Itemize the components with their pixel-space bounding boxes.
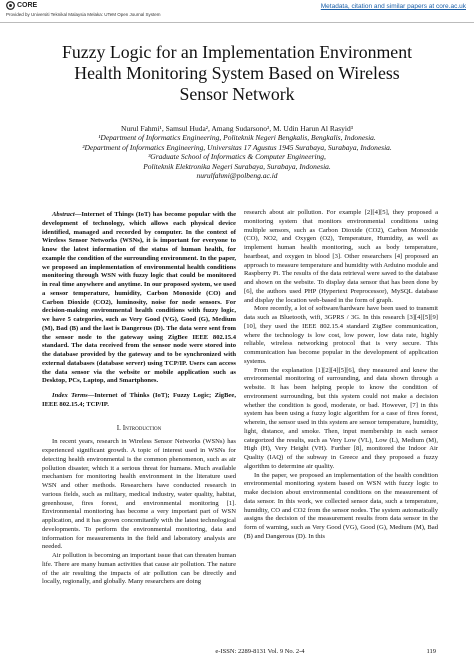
abstract-label: Abstract	[52, 211, 75, 218]
index-terms	[42, 392, 236, 410]
core-logo-text: CORE	[17, 2, 38, 9]
body-paragraph: research about air pollution. For example [2][4][5], they proposed a monitoring system that monitors environmental conditions using multiple sensors, such as Carbon Dioxide (CO2), Carbon Monoxide (CO), NO2, and Oxygen (O2), Temperature, Humidity, as well as implement human health monitoring, such as body temperature, heartbeat, and oxygen in blood [3]. Other researchers [4] proposed an approach to measure temperature and humidity with Arduino module and Raspberry Pi. The results of the data retrieval were saved to the database and shown on the website. To display data sensor that has been done by [6], the authors used PHP (Hypertext Preprocessor), MySQL database and display the location web-based in the form of graph.	[244, 209, 438, 304]
affiliation-line: Politeknik Elektronika Negeri Surabaya, Surabaya, Indonesia.	[143, 161, 331, 171]
core-provided-by: Provided by Universiti Teknikal Malaysia Melaka: UTeM Open Journal System	[6, 12, 161, 17]
core-logo-icon	[6, 1, 15, 10]
footer-issn: e-ISSN: 2289-8131 Vol. 9 No. 2-4	[215, 648, 305, 655]
abstract	[42, 211, 236, 386]
affiliation-line: ¹Department of Informatics Engineering, Politeknik Negeri Bengkalis, Bengkalis, Indonesia.	[98, 133, 376, 143]
core-header-bar	[0, 0, 474, 23]
abstract-text: —Internet of Things (IoT) has become popular with the development of technology, which allows each physical device identified, managed and recorded by computer. In the context of Wireless Sensor Networks (WSNs), it is important for everyone to know the latest information of the status of human health, for example the condition of the surrounding environment. In the paper, we proposed an implementation of environmental health conditions monitoring through WSN with fuzzy logic that could be monitored in real time anywhere and anytime. In our proposed system, we used a sensor temperature, humidity, Carbon Monoxide (CO) and Carbon Dioxide (CO2), luminosity, noise for node sensors. For decision-making environmental health conditions with fuzzy logic, we have 5 categories, such as Very Good (VG), Good (G), Medium (M), Bad (B) and the last is Dangerous (D). The data were sent from the sensor node to the gateway using ZigBee IEEE 802.15.4 standard. The data received from the sensor node were stored into the database provided by the gateway and to be synchronized with external databases (database server) using TCP/IP. Users can access the data sensor via the website or mobile application such as Desktop, PCs, Laptop, and Smartphones.	[42, 211, 236, 385]
body-paragraph: Air pollution is becoming an important issue that can threaten human life. There are many human activities that cause air pollution. The nature of the air resulting the impacts of air pollution can be directly and locally, regionally, and globally. Many researchers are doing	[42, 552, 236, 586]
paper-title	[20, 42, 454, 105]
right-column	[244, 209, 438, 542]
title-line: Sensor Network	[179, 84, 295, 104]
author-names: Nurul Fahmi¹, Samsul Huda², Amang Sudarsono³, M. Udin Harun Al Rasyid³	[121, 124, 353, 133]
author-block	[20, 124, 454, 180]
body-paragraph: In recent years, research in Wireless Sensor Networks (WSNs) has experienced significant growth. A topic of interest used in WSNs for detecting health environmental is the common phenomenon, such as air pollution disaster, which it a serious threat for humans. Much available mechanism for monitoring health environment in the literature used WSN and other methods. Researchers have conducted research in various fields, such as military, medical industry, water quality, habitat, greenhouse, fires forest, and environmental monitoring [1]. Environmental monitoring has become a very important part of WSN application, and it has grown concomitantly with the latest technological developments. To perform the environmental monitoring, data and information for measurements in the field and laboratory analysis are needed.	[42, 438, 236, 551]
affiliation-line: ²Department of Informatics Engineering, Universitas 17 Agustus 1945 Surabaya, Surabaya, Indonesia.	[82, 142, 392, 152]
index-terms-label: Index Terms	[52, 392, 88, 399]
page-number: 119	[426, 648, 436, 655]
body-paragraph: From the explanation [1][2][4][5][6], they measured and knew the environmental monitoring of surrounding, and data shown through a website. It has been helping people to know the condition of environment surrounding, but this system could not make a decision whether the condition is good, moderate, or bad. However, [7] in this system has been using a fuzzy logic algorithm for a case of fires forest, wherein, the sensor used in this system are sensor temperature, humidity, light, distance, and smoke. Then, input membership in each sensor categorized the results, such as Very Low (VL), Low (L), Medium (M), High (H), Very Height (VH). Further [8], monitored the Indoor Air Quality (IAQ) of the subway in Greece and they proposed a fuzzy algorithm to determine air quality.	[244, 366, 438, 470]
section-heading: I. Introduction	[116, 423, 162, 432]
left-column	[42, 211, 236, 587]
author-email[interactable]: nurulfahmi@polbeng.ac.id	[196, 171, 278, 181]
body-paragraph: In the paper, we proposed an implementation of the health condition environmental monitoring system based on WSN with fuzzy logic to make decision about environmental conditions on the measurement of data sensor. In this work, we collected sensor data, such a temperature, humidity, CO and CO2 from the sensor nodes. The system automatically assigns the decision of the measurement results from data sensor in the form of warning, such as Very Good (VG), Good (G), Medium (M), Bad (B) and Dangerous (D). In this	[244, 471, 438, 540]
title-line: Fuzzy Logic for an Implementation Environment	[61, 42, 413, 62]
title-line: Health Monitoring System Based on Wireless	[74, 63, 400, 83]
body-paragraph: More recently, a lot of software/hardware have been used to transmit data such as Bluetooth, wifi, 3GPRS / 3G. In this research [3][4][5][9][10], they used the IEEE 802.15.4 standard ZigBee communication, where the technology is low cost, low power, low data rate, highly reliable, wireless networking protocol that is very secure. This communication has become popular in the development of application systems.	[244, 305, 438, 365]
affiliation-line: ³Graduate School of Informatics & Computer Engineering,	[148, 152, 326, 162]
index-terms-text: —Internet of Thinks (IoT); Fuzzy Logic; ZigBee, IEEE 802.15.4; TCP/IP.	[42, 392, 237, 408]
core-logo[interactable]	[6, 1, 37, 10]
core-metadata-link[interactable]: Metadata, citation and similar papers at core.ac.uk	[320, 3, 466, 10]
